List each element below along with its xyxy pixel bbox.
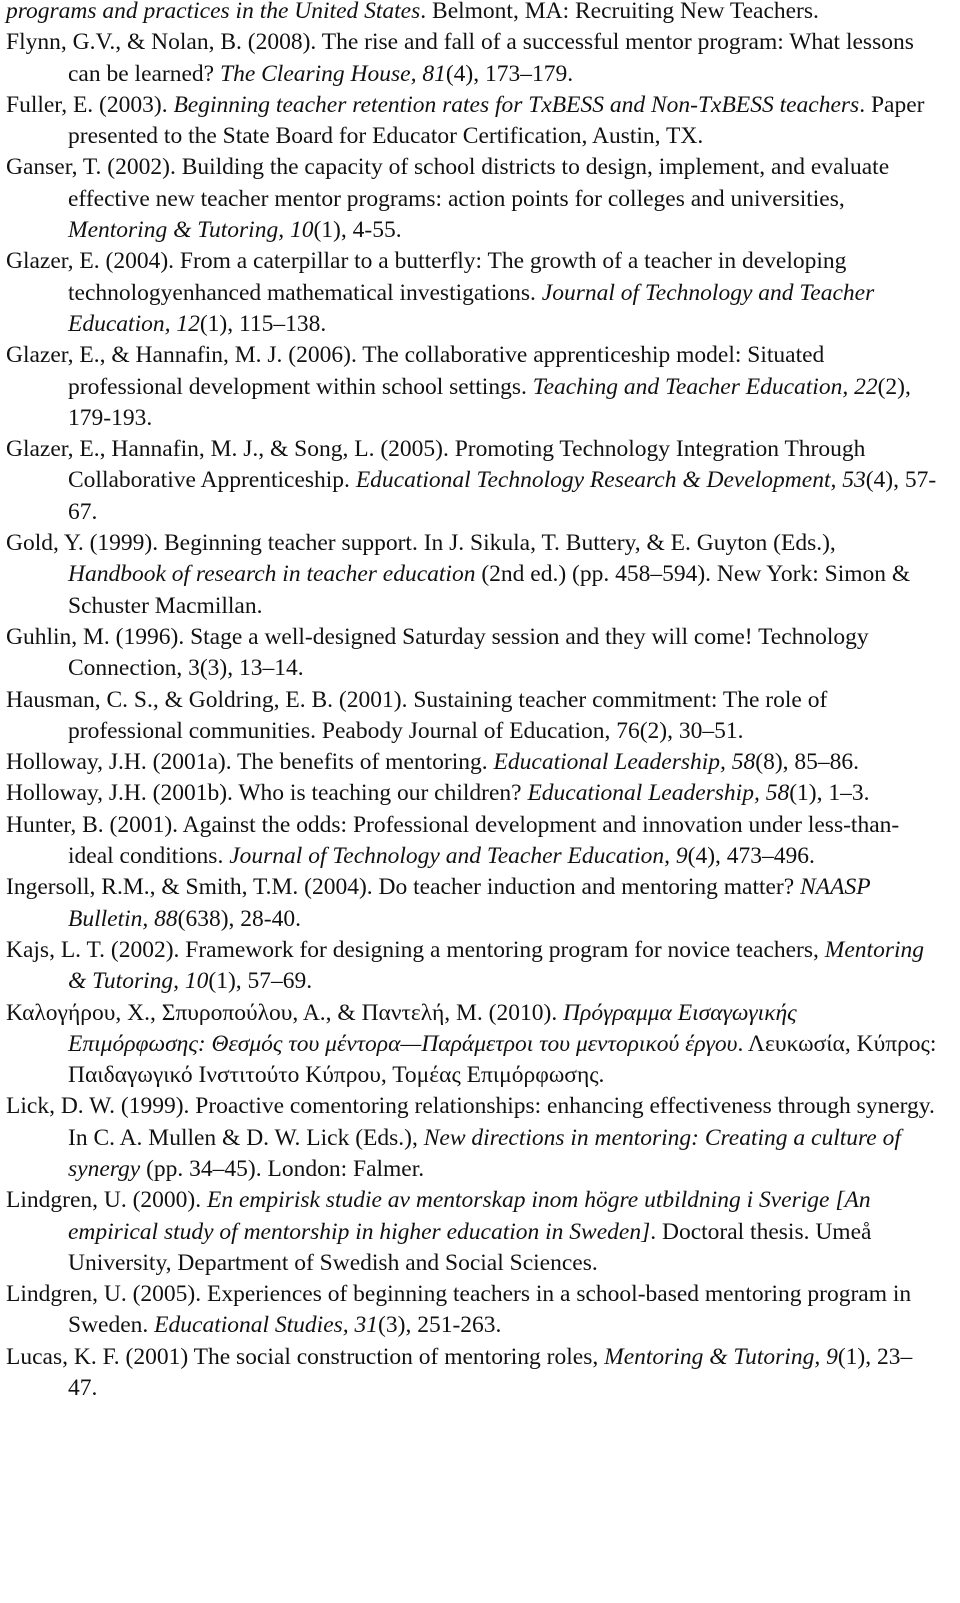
reference-segment: Educational Leadership, 58 xyxy=(493,749,756,776)
reference-segment: Educational Technology Research & Development, 53 xyxy=(355,467,866,494)
reference-segment: Ingersoll, R.M., & Smith, T.M. (2004). Do teacher induction and mentoring matter? xyxy=(6,874,801,901)
reference-segment: (4), 173–179. xyxy=(445,60,574,87)
reference-segment: Gold, Y. (1999). Beginning teacher support. In J. Sikula, T. Buttery, & E. Guyton (Eds.), xyxy=(6,530,836,557)
reference-segment: Hausman, C. S., & Goldring, E. B. (2001). Sustaining teacher commitment: The role of professional communities. Peabody Journal of Education, 76(2), 30–51. xyxy=(6,686,828,744)
reference-entry xyxy=(6,622,938,685)
reference-entry xyxy=(6,90,938,153)
reference-entry xyxy=(6,872,938,935)
reference-list xyxy=(6,0,938,1404)
reference-segment: Holloway, J.H. (2001a). The benefits of mentoring. xyxy=(6,749,494,776)
reference-segment: Beginning teacher retention rates for TxBESS and Non-TxBESS teachers xyxy=(173,91,860,118)
reference-entry xyxy=(6,434,938,528)
reference-segment: Mentoring & Tutoring, 9 xyxy=(604,1343,838,1370)
reference-segment: NAASP Bulletin, 88 xyxy=(68,874,871,932)
reference-segment: Καλογήρου, Χ., Σπυροπούλου, Α., & Παντελή, Μ. (2010). xyxy=(6,999,564,1026)
reference-segment: Holloway, J.H. (2001b). Who is teaching our children? xyxy=(6,780,528,807)
reference-entry xyxy=(6,0,938,27)
reference-segment: (1), 1–3. xyxy=(789,780,870,807)
reference-segment: Mentoring & Tutoring, 10 xyxy=(68,936,925,995)
reference-segment: Lindgren, U. (2000). xyxy=(6,1187,208,1214)
reference-entry xyxy=(6,27,938,90)
reference-segment: (8), 85–86. xyxy=(755,749,860,776)
reference-segment: (638), 28-40. xyxy=(177,905,302,932)
reference-segment: Guhlin, M. (1996). Stage a well-designed Saturday session and they will come! Technology Connection, 3(3), 13–14. xyxy=(6,623,869,682)
reference-segment: Lick, D. W. (1999). Proactive comentoring relationships: enhancing effectiveness through synergy. In C. A. Mullen & D. W. Lick (Eds.), xyxy=(6,1093,935,1151)
reference-entry xyxy=(6,1342,938,1405)
reference-segment: Journal of Technology and Teacher Education, 9 xyxy=(229,843,688,870)
reference-entry xyxy=(6,685,938,748)
reference-segment: . Paper presented to the State Board for Educator Certification, Austin, TX. xyxy=(68,91,925,150)
reference-segment: Mentoring & Tutoring, 10 xyxy=(68,217,314,244)
reference-segment: Educational Leadership, 58 xyxy=(527,780,790,807)
reference-segment: . Belmont, MA: Recruiting New Teachers. xyxy=(420,0,819,24)
reference-entry xyxy=(6,340,938,434)
reference-entry xyxy=(6,810,938,873)
reference-segment: New directions in mentoring: Creating a culture of synergy xyxy=(68,1124,901,1182)
reference-entry xyxy=(6,1185,938,1279)
reference-entry xyxy=(6,1091,938,1185)
reference-segment: (1), 23–47. xyxy=(68,1343,913,1402)
reference-entry xyxy=(6,152,938,246)
reference-entry xyxy=(6,998,938,1092)
reference-segment: Lindgren, U. (2005). Experiences of beginning teachers in a school-based mentoring program in Sweden. xyxy=(6,1281,912,1339)
reference-segment: Hunter, B. (2001). Against the odds: Professional development and innovation under less-than-ideal conditions. xyxy=(6,811,900,870)
reference-segment: The Clearing House, 81 xyxy=(220,60,446,87)
reference-segment: Flynn, G.V., & Nolan, B. (2008). The rise and fall of a successful mentor program: What lessons can be learned? xyxy=(6,29,914,87)
reference-entry xyxy=(6,778,938,809)
reference-segment: Lucas, K. F. (2001) The social construction of mentoring roles, xyxy=(6,1343,605,1370)
reference-segment: Glazer, E., & Hannafin, M. J. (2006). The collaborative apprenticeship model: Situated professional development within school settings. xyxy=(6,342,825,400)
reference-entry xyxy=(6,1279,938,1342)
reference-segment: Fuller, E. (2003). xyxy=(6,91,174,118)
reference-segment: (pp. 34–45). London: Falmer. xyxy=(140,1155,425,1182)
reference-entry xyxy=(6,246,938,340)
reference-segment: En empirisk studie av mentorskap inom högre utbildning i Sverige [An empirical study of mentorship in higher education in Sweden] xyxy=(68,1187,871,1245)
reference-segment: programs and practices in the United States xyxy=(6,0,421,24)
reference-segment: (2), 179-193. xyxy=(68,373,911,431)
reference-segment: Handbook of research in teacher education xyxy=(68,561,476,588)
reference-segment: Kajs, L. T. (2002). Framework for designing a mentoring program for novice teachers, xyxy=(6,936,825,963)
reference-segment: Teaching and Teacher Education, 22 xyxy=(532,373,878,400)
reference-segment: (3), 251-263. xyxy=(378,1312,502,1339)
reference-segment: Glazer, E. (2004). From a caterpillar to a butterfly: The growth of a teacher in developing technologyenhanced mathematical investigations. xyxy=(6,248,847,306)
reference-entry xyxy=(6,935,938,998)
reference-entry xyxy=(6,528,938,622)
reference-segment: (1), 115–138. xyxy=(199,310,327,337)
reference-segment: Educational Studies, 31 xyxy=(154,1312,379,1339)
reference-segment: (2nd ed.) (pp. 458–594). New York: Simon & Schuster Macmillan. xyxy=(68,561,911,619)
reference-segment: (4), 473–496. xyxy=(687,843,815,870)
reference-segment: (1), 57–69. xyxy=(208,968,313,995)
reference-segment: Journal of Technology and Teacher Education, 12 xyxy=(68,279,875,337)
reference-entry xyxy=(6,747,938,778)
reference-segment: Πρόγραμμα Εισαγωγικής Επιμόρφωσης: Θεσμός του μέντορα—Παράμετροι του μεντορικού έργου xyxy=(68,999,797,1057)
reference-segment: (4), 57-67. xyxy=(68,467,937,525)
reference-segment: (1), 4-55. xyxy=(313,217,402,244)
reference-segment: . Λευκωσία, Κύπρος: Παιδαγωγικό Ινστιτούτο Κύπρου, Τομέας Επιμόρφωσης. xyxy=(68,1030,937,1089)
reference-segment: Ganser, T. (2002). Building the capacity of school districts to design, implement, and evaluate effective new teacher mentor programs: action points for colleges and universities, xyxy=(6,154,890,212)
reference-segment: . Doctoral thesis. Umeå University, Department of Swedish and Social Sciences. xyxy=(68,1218,872,1276)
reference-segment: Glazer, E., Hannafin, M. J., & Song, L. (2005). Promoting Technology Integration Through Collaborative Apprenticeship. xyxy=(6,436,866,494)
